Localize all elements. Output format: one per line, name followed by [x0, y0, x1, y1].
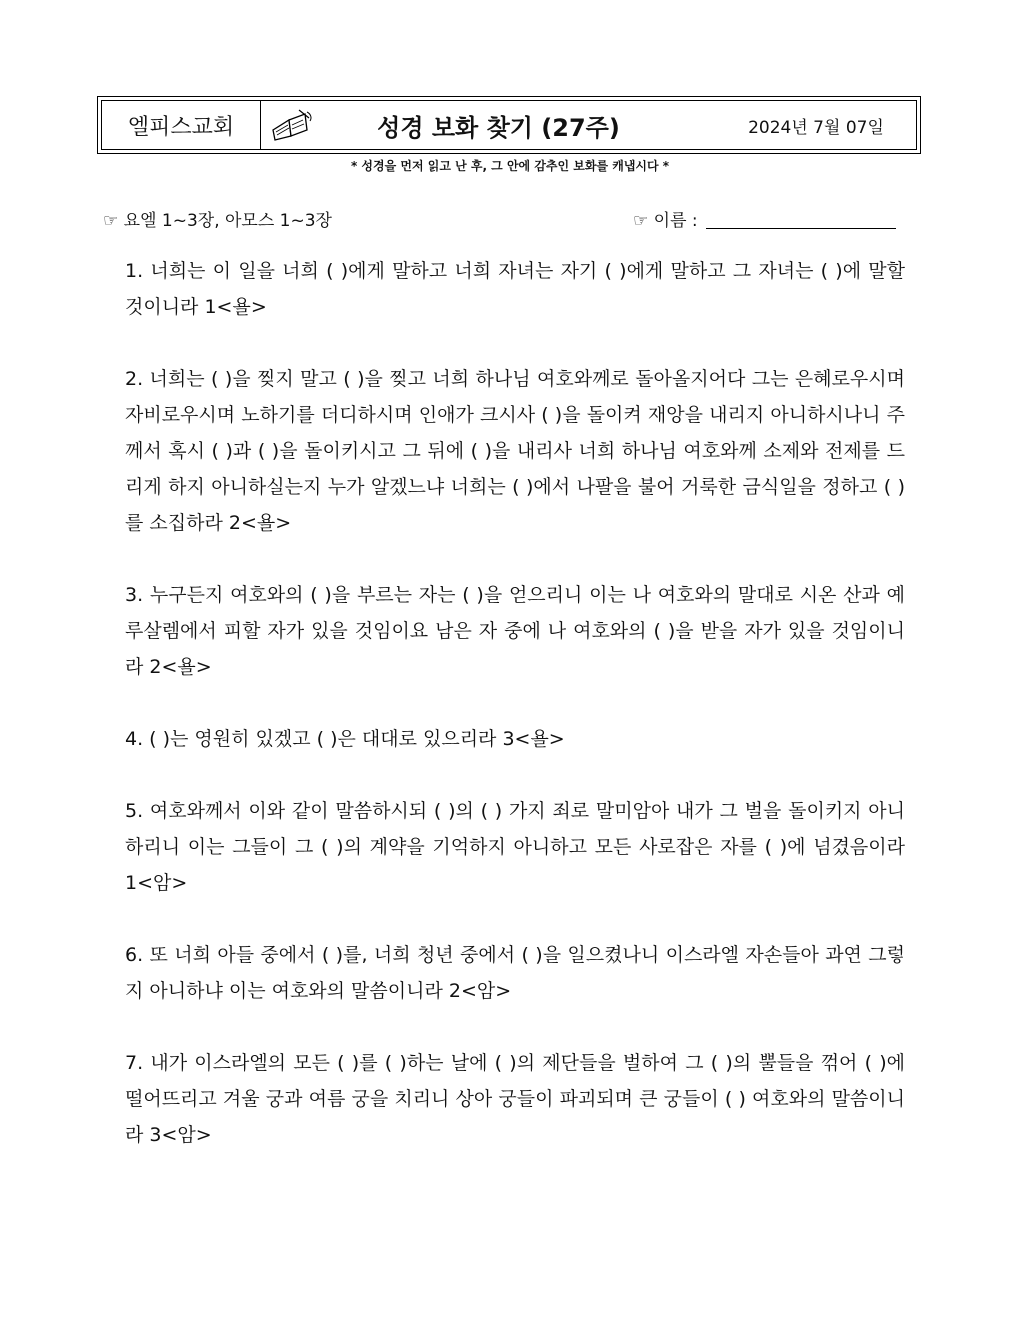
- question-3: 3. 누구든지 여호와의 ( )을 부르는 자는 ( )을 얻으리니 이는 나 여호와의 말대로 시온 산과 예루살렘에서 피할 자가 있을 것임이요 남은 자 중에 나 여호와의 ( )을 받을 자가 있을 것임이니라 2<욜>: [125, 584, 905, 678]
- name-input-line[interactable]: [706, 206, 896, 229]
- header-box: [97, 96, 921, 154]
- passage-label: ☞ 요엘 1~3장, 아모스 1~3장: [103, 211, 332, 231]
- header-inner: [101, 100, 917, 150]
- question-4: 4. ( )는 영원히 있겠고 ( )은 대대로 있으리라 3<욜>: [125, 728, 565, 750]
- question-2: 2. 너희는 ( )을 찢지 말고 ( )을 찢고 너희 하나님 여호와께로 돌아올지어다 그는 은혜로우시며 자비로우시며 노하기를 더디하시며 인애가 크시사 ( )을 돌이켜 재앙을 내리지 아니하시나니 주께서 혹시 ( )과 ( )을 돌이키시고 그 뒤에 ( )을 내리사 너희 하나님 여호와께 소제와 전제를 드리게 하지 아니하실는지 누가 알겠느냐 너희는 ( )에서 나팔을 불어 거룩한 금식일을 정하고 ( )를 소집하라 2<욜>: [125, 368, 905, 534]
- question-list: [125, 253, 905, 1189]
- name-label: ☞ 이름 :: [633, 211, 698, 231]
- subtitle: * 성경을 먼저 읽고 난 후, 그 안에 감추인 보화를 캐냅시다 *: [350, 159, 670, 173]
- church-name: 엘피스교회: [102, 101, 261, 149]
- date-label: 2024년 7월 07일: [748, 117, 884, 138]
- question-5: 5. 여호와께서 이와 같이 말씀하시되 ( )의 ( ) 가지 죄로 말미암아 내가 그 벌을 돌이키지 아니하리니 이는 그들이 그 ( )의 계약을 기억하지 아니하고 모든 사로잡은 자를 ( )에 넘겼음이라 1<암>: [125, 800, 905, 894]
- question-7: 7. 내가 이스라엘의 모든 ( )를 ( )하는 날에 ( )의 제단들을 벌하여 그 ( )의 뿔들을 꺾어 ( )에 떨어뜨리고 겨울 궁과 여름 궁을 치리니 상아 궁들이 파괴되며 큰 궁들이 ( ) 여호와의 말씀이니라 3<암>: [125, 1052, 905, 1146]
- meta-row: [103, 206, 921, 234]
- name-field: [633, 206, 896, 231]
- question-1: 1. 너희는 이 일을 너희 ( )에게 말하고 너희 자녀는 자기 ( )에게 말하고 그 자녀는 ( )에 말할 것이니라 1<욜>: [125, 260, 905, 318]
- page-title: 성경 보화 찾기 (27주): [377, 113, 620, 142]
- question-6: 6. 또 너희 아들 중에서 ( )를, 너희 청년 중에서 ( )을 일으켰나니 이스라엘 자손들아 과연 그렇지 아니하냐 이는 여호와의 말씀이니라 2<암>: [125, 944, 905, 1002]
